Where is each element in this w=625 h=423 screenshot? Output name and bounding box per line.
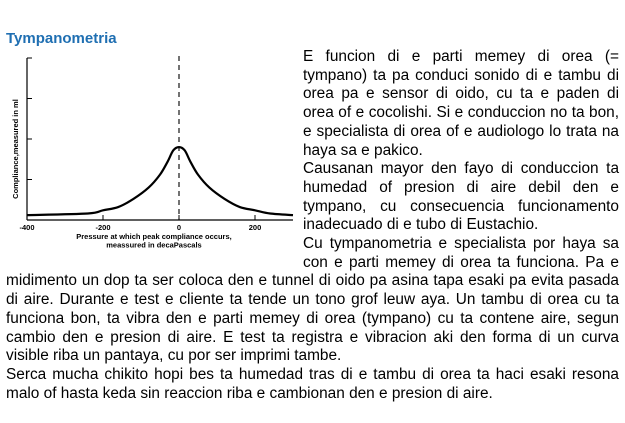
chart-labels <box>11 99 261 249</box>
tympanogram-chart <box>0 50 300 250</box>
y-axis-label: Compliance,measured in ml <box>11 99 20 199</box>
chart-axes <box>27 58 293 220</box>
x-tick-label-1: -200 <box>95 223 111 232</box>
paragraph-3: Cu tympanometria e specialista por haya sa con e parti memey di orea ta funciona. Pa e midimento un dop ta ser coloca den e tunnel di oido pa asina tapa esaki pa evita pasada di aire. Durante e test e cliente ta tende un tono grof leuw aya. Un tambu di orea cu ta funciona bon, ta vibra den e parti memey di orea (tympano) cu ta contene aire, segun cambio den e presion di aire. E test ta registra e vibracion aki den forma di un curva visible riba un pantaya, cu por ser imprimi tambe. <box>6 235 619 365</box>
paragraph-1: E funcion di e parti memey di orea (= tympano) ta pa conduci sonido di e tambu di orea pa e sensor di oido, cu ta e paden di orea of e cocolishi. Si e conduccion no ta bon, e specialista di orea of e audiologo lo trata na haya sa e pakico. <box>303 48 619 159</box>
x-axis-label-line-0: Pressure at which peak compliance occurs, <box>76 232 232 241</box>
x-tick-label-2: 0 <box>176 223 182 232</box>
x-tick-label-3: 200 <box>248 223 262 232</box>
compliance-curve-0 <box>27 147 293 215</box>
paragraph-2: Causanan mayor den fayo di conduccion ta humedad of presion di aire debil den e tympano, cu consecuencia funcionamento inadecuado di e tubo di Eustachio. <box>303 160 619 234</box>
paragraph-4: Serca mucha chikito hopi bes ta humedad tras di e tambu di orea ta haci esaki resona malo of hasta keda sin reaccion riba e cambionan den e presion di aire. <box>6 365 619 402</box>
chart-marks <box>27 56 293 220</box>
page-title: Tympanometria <box>6 30 117 47</box>
x-tick-label-0: -400 <box>19 223 35 232</box>
x-axis-label-line-1: meassured in decaPascals <box>106 240 202 250</box>
